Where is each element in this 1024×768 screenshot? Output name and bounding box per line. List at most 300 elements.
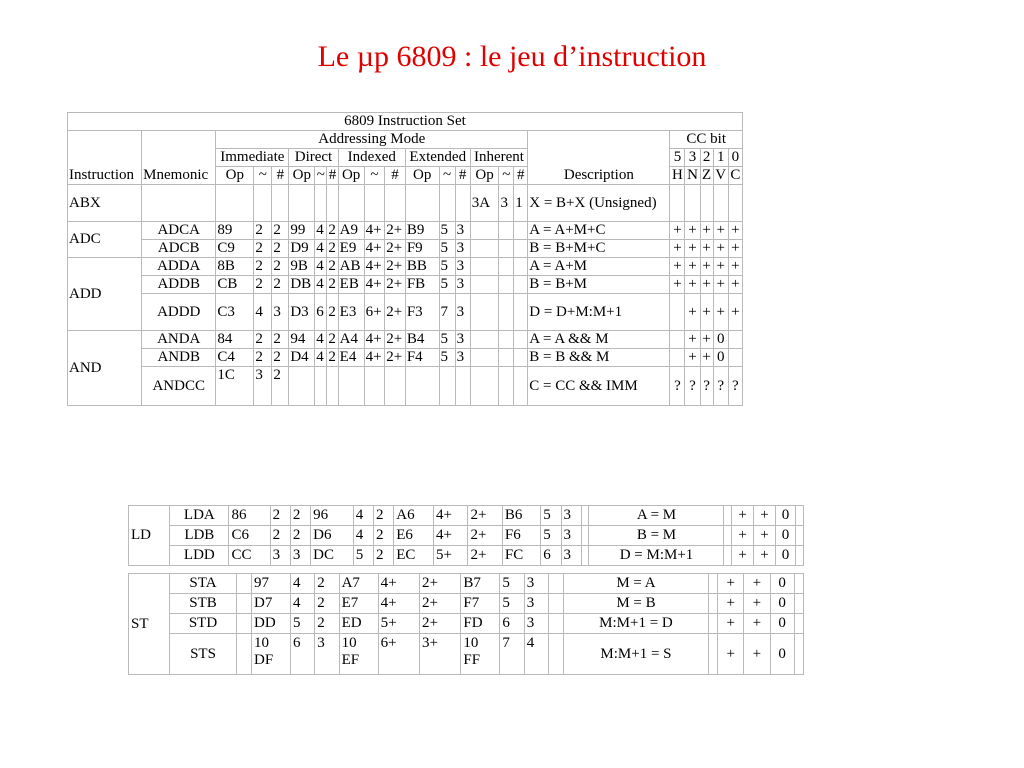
cc-n: + xyxy=(685,331,699,348)
cc-c xyxy=(729,349,742,366)
inherent-bytes: 1 xyxy=(514,185,527,221)
cell xyxy=(471,276,499,293)
indexed-bytes: 2+ xyxy=(385,258,405,275)
indexed-op: A9 xyxy=(339,222,364,239)
description-cell: M = B xyxy=(564,594,708,613)
cc-z: + xyxy=(702,240,711,256)
description-cell: A = M xyxy=(589,506,723,525)
indexed-op: E7 xyxy=(340,594,378,613)
cell xyxy=(385,185,405,221)
direct-op: 97 xyxy=(252,574,290,593)
header-row-1 xyxy=(68,131,742,148)
immediate-cycles: 2 xyxy=(254,276,271,293)
immediate-bytes: 3 xyxy=(272,294,288,330)
direct-bytes: 2 xyxy=(315,614,338,633)
extended-cycles: 5 xyxy=(440,276,455,293)
cc-cell xyxy=(796,546,803,565)
extended-cycles: 5 xyxy=(500,594,523,613)
instruction-cell: ABX xyxy=(68,185,141,221)
extended-op: F3 xyxy=(406,294,439,330)
cell xyxy=(237,634,251,674)
extended-bytes: 3 xyxy=(525,574,548,593)
cc-n: + xyxy=(718,634,743,674)
description-cell: C = CC && IMM xyxy=(528,367,669,405)
cc-n: + xyxy=(718,614,743,633)
description-cell: B = B+M xyxy=(528,276,669,293)
extended-cycles: 7 xyxy=(500,634,523,674)
extended-op: FD xyxy=(461,614,499,633)
extended-bytes: 3 xyxy=(456,276,470,293)
sub-tilde: ~ xyxy=(316,167,325,183)
indexed-op: 10 EF xyxy=(340,634,378,674)
cell xyxy=(471,349,499,366)
cc-n: + xyxy=(732,546,753,565)
mnemonic-cell: STD xyxy=(170,614,236,633)
direct-op: 9B xyxy=(289,258,314,275)
immediate-op: CC xyxy=(229,546,269,565)
cc-bit-5: 5 xyxy=(670,149,684,166)
cell xyxy=(582,546,589,565)
immediate-bytes: 2 xyxy=(272,258,288,275)
cell xyxy=(456,185,470,221)
indexed-op: A4 xyxy=(339,331,364,348)
indexed-cycles: 6+ xyxy=(379,634,419,674)
indexed-op: ED xyxy=(340,614,378,633)
sub-tilde: ~ xyxy=(499,167,513,184)
mnemonic-cell: ANDCC xyxy=(142,367,215,405)
immediate-op: CB xyxy=(216,276,253,293)
cc-c: ? xyxy=(729,367,742,405)
cell xyxy=(549,594,563,613)
cc-n: + xyxy=(685,294,699,330)
cc-bit-3: 3 xyxy=(685,149,699,166)
cell xyxy=(499,367,513,405)
indexed-op: E3 xyxy=(339,294,364,330)
cc-cell xyxy=(795,594,803,613)
direct-bytes: 2 xyxy=(315,594,338,613)
description-cell: X = B+X (Unsigned) xyxy=(528,185,669,221)
immediate-bytes: 2 xyxy=(272,331,288,348)
indexed-op: AB xyxy=(339,258,364,275)
table-row-stb xyxy=(129,594,803,613)
instruction-cell: ST xyxy=(129,574,169,674)
immediate-op: C6 xyxy=(229,526,269,545)
cc-flag-z: Z xyxy=(702,167,712,183)
sub-op: Op xyxy=(339,167,364,184)
extended-op: 10 FF xyxy=(461,634,499,674)
cc-h xyxy=(670,331,684,348)
extended-bytes: 3 xyxy=(525,614,548,633)
extended-cycles: 7 xyxy=(440,294,455,330)
indexed-bytes: 2+ xyxy=(385,331,405,348)
table-row-abx xyxy=(68,185,742,221)
table-row-lda xyxy=(129,506,803,525)
indexed-op: EC xyxy=(394,546,433,565)
cc-cell xyxy=(709,614,717,633)
cc-n: + xyxy=(685,349,699,366)
cc-cell xyxy=(724,506,731,525)
cc-c: + xyxy=(729,294,742,330)
cc-h: ? xyxy=(670,367,684,405)
st-table xyxy=(128,573,804,675)
header-cc-bit: CC bit xyxy=(670,131,742,148)
instruction-cell: ADD xyxy=(68,258,141,330)
cell xyxy=(327,185,337,221)
direct-cycles: 4 xyxy=(315,331,326,348)
indexed-bytes: 2+ xyxy=(420,614,460,633)
immediate-cycles: 2 xyxy=(271,506,290,525)
extended-bytes: 3 xyxy=(456,240,470,257)
description-cell: D = M:M+1 xyxy=(589,546,723,565)
sub-op: Op xyxy=(289,167,314,184)
header-description: Description xyxy=(528,131,669,184)
cc-cell xyxy=(796,506,803,525)
direct-bytes: 2 xyxy=(328,349,336,365)
sub-op: Op xyxy=(216,167,253,184)
direct-op: 99 xyxy=(289,222,314,239)
direct-bytes: 2 xyxy=(328,331,336,347)
cc-h xyxy=(670,349,684,366)
cell xyxy=(315,367,326,405)
cell xyxy=(254,185,271,221)
table-row-addd xyxy=(68,294,742,330)
cc-flag-h: H xyxy=(672,167,683,183)
indexed-cycles: 4+ xyxy=(365,276,385,293)
direct-cycles: 4 xyxy=(354,506,373,525)
direct-cycles: 4 xyxy=(315,240,326,257)
immediate-op: 1C xyxy=(216,367,253,405)
direct-op: D4 xyxy=(289,349,314,366)
cc-flag-n: N xyxy=(687,167,698,183)
extended-bytes: 3 xyxy=(456,222,470,239)
immediate-bytes: 2 xyxy=(291,506,310,525)
description-cell: M:M+1 = S xyxy=(564,634,708,674)
direct-cycles: 4 xyxy=(315,349,326,366)
description-cell: A = A+M xyxy=(528,258,669,275)
extended-cycles: 5 xyxy=(440,240,455,257)
direct-op: D7 xyxy=(252,594,290,613)
indexed-cycles: 5+ xyxy=(434,546,467,565)
indexed-cycles: 4+ xyxy=(365,331,385,348)
immediate-cycles: 2 xyxy=(254,349,271,366)
description-cell: M:M+1 = D xyxy=(564,614,708,633)
extended-cycles: 6 xyxy=(500,614,523,633)
direct-cycles: 4 xyxy=(315,276,326,293)
mnemonic-cell: ADCB xyxy=(142,240,215,257)
indexed-op: A7 xyxy=(340,574,378,593)
indexed-bytes: 2+ xyxy=(468,546,501,565)
mnemonic-cell: ADDD xyxy=(142,294,215,330)
cell xyxy=(471,258,499,275)
cc-cell xyxy=(709,574,717,593)
immediate-cycles: 3 xyxy=(254,367,271,405)
cell xyxy=(406,367,439,405)
cell xyxy=(549,634,563,674)
description-cell: B = M xyxy=(589,526,723,545)
mode-immediate: Immediate xyxy=(216,149,288,166)
direct-cycles: 6 xyxy=(315,294,326,330)
extended-bytes: 3 xyxy=(562,506,581,525)
cell xyxy=(499,294,513,330)
header-instruction: Instruction xyxy=(68,131,141,184)
cell xyxy=(499,222,513,239)
cell xyxy=(514,258,527,275)
cell xyxy=(549,614,563,633)
cc-n: ? xyxy=(685,367,699,405)
direct-cycles: 5 xyxy=(291,614,314,633)
cc-z: + xyxy=(744,594,769,613)
direct-op: 96 xyxy=(311,506,353,525)
description-cell: M = A xyxy=(564,574,708,593)
cc-h: + xyxy=(670,240,684,257)
inherent-op: 3A xyxy=(471,185,499,221)
extended-op: FC xyxy=(503,546,540,565)
mnemonic-cell xyxy=(142,185,215,221)
direct-cycles: 6 xyxy=(291,634,314,674)
sub-hash: # xyxy=(272,167,288,184)
description-cell: B = B+M+C xyxy=(528,240,669,257)
mnemonic-cell: ADDA xyxy=(142,258,215,275)
cell xyxy=(237,614,251,633)
cc-n: + xyxy=(732,526,753,545)
immediate-bytes: 2 xyxy=(272,240,288,257)
cell xyxy=(514,276,527,293)
header-mnemonic: Mnemonic xyxy=(142,131,215,184)
cell xyxy=(272,185,288,221)
table-row-ldb xyxy=(129,526,803,545)
immediate-op: C9 xyxy=(216,240,253,257)
cc-n: + xyxy=(685,276,699,293)
cell xyxy=(365,185,385,221)
table-row-andcc xyxy=(68,367,742,405)
indexed-bytes: 2+ xyxy=(420,574,460,593)
cell xyxy=(471,331,499,348)
cc-z: + xyxy=(754,506,775,525)
table-row-ldd xyxy=(129,546,803,565)
direct-bytes: 2 xyxy=(328,240,336,256)
cc-z: ? xyxy=(701,367,713,405)
mnemonic-cell: ADDB xyxy=(142,276,215,293)
cc-z: + xyxy=(754,526,775,545)
extended-bytes: 3 xyxy=(456,258,470,275)
immediate-cycles: 2 xyxy=(254,222,271,239)
cc-bit-2: 2 xyxy=(701,149,713,166)
cell xyxy=(471,367,499,405)
indexed-bytes: 2+ xyxy=(385,222,405,239)
mnemonic-cell: ADCA xyxy=(142,222,215,239)
indexed-op: E6 xyxy=(394,526,433,545)
caption-row xyxy=(68,113,742,130)
cell xyxy=(582,506,589,525)
mnemonic-cell: STS xyxy=(170,634,236,674)
cc-n: + xyxy=(685,240,699,257)
immediate-cycles: 4 xyxy=(254,294,271,330)
cell xyxy=(499,240,513,257)
indexed-cycles: 4+ xyxy=(434,526,467,545)
cc-v: 0 xyxy=(776,526,795,545)
cc-bit-0: 0 xyxy=(729,149,742,166)
extended-op: F6 xyxy=(503,526,540,545)
cc-n: + xyxy=(718,574,743,593)
immediate-op: 84 xyxy=(216,331,253,348)
cc-n: + xyxy=(718,594,743,613)
indexed-bytes: 2+ xyxy=(385,276,405,293)
cell xyxy=(514,367,527,405)
cc-z: + xyxy=(744,634,769,674)
immediate-bytes: 2 xyxy=(272,222,288,239)
extended-bytes: 3 xyxy=(525,594,548,613)
cell xyxy=(499,276,513,293)
immediate-bytes: 2 xyxy=(272,276,288,293)
direct-bytes: 2 xyxy=(374,526,393,545)
indexed-cycles: 4+ xyxy=(365,258,385,275)
indexed-bytes: 2+ xyxy=(420,594,460,613)
direct-bytes: 2 xyxy=(328,222,336,238)
cc-flag-v: V xyxy=(715,167,727,183)
cc-v: 0 xyxy=(771,594,794,613)
cc-h: + xyxy=(670,258,684,275)
direct-bytes: 2 xyxy=(374,506,393,525)
indexed-bytes: 2+ xyxy=(468,506,501,525)
extended-op: F7 xyxy=(461,594,499,613)
mnemonic-cell: STA xyxy=(170,574,236,593)
direct-op: 10 DF xyxy=(252,634,290,674)
mnemonic-cell: LDA xyxy=(170,506,228,525)
cc-v: 0 xyxy=(714,331,728,348)
extended-op: F4 xyxy=(406,349,439,366)
extended-bytes: 3 xyxy=(456,331,470,348)
cell xyxy=(514,294,527,330)
extended-cycles: 5 xyxy=(440,222,455,239)
sub-hash: # xyxy=(456,167,470,184)
table-row-anda xyxy=(68,331,742,348)
cell xyxy=(315,185,326,221)
direct-cycles: 4 xyxy=(291,574,314,593)
inherent-cycles: 3 xyxy=(499,185,513,221)
direct-bytes: 2 xyxy=(328,258,336,274)
immediate-bytes: 3 xyxy=(291,546,310,565)
cc-cell xyxy=(795,614,803,633)
cc-v: + xyxy=(714,240,728,257)
table-row-addb xyxy=(68,276,742,293)
cc-v: + xyxy=(714,294,728,330)
cc-z: + xyxy=(702,258,711,274)
table-row-std xyxy=(129,614,803,633)
mode-inherent: Inherent xyxy=(471,149,528,166)
mnemonic-cell: LDD xyxy=(170,546,228,565)
cell xyxy=(289,185,314,221)
table-row-andb xyxy=(68,349,742,366)
direct-bytes: 3 xyxy=(315,634,338,674)
cell xyxy=(339,367,364,405)
cell xyxy=(499,349,513,366)
direct-bytes: 2 xyxy=(328,276,336,292)
cell xyxy=(582,526,589,545)
direct-op: DC xyxy=(311,546,353,565)
direct-cycles: 4 xyxy=(315,222,326,239)
cc-v: 0 xyxy=(776,506,795,525)
indexed-cycles: 4+ xyxy=(365,240,385,257)
indexed-cycles: 5+ xyxy=(379,614,419,633)
table-row-sta xyxy=(129,574,803,593)
immediate-cycles: 3 xyxy=(271,546,290,565)
mode-extended: Extended xyxy=(406,149,470,166)
cc-n: + xyxy=(685,258,699,275)
extended-op: F9 xyxy=(406,240,439,257)
cc-v: 0 xyxy=(771,574,794,593)
sub-tilde: ~ xyxy=(254,167,271,184)
cc-cell xyxy=(709,634,717,674)
cc-c: + xyxy=(729,240,742,257)
cc-cell xyxy=(709,594,717,613)
cc-cell xyxy=(724,526,731,545)
cc-cell xyxy=(685,185,699,221)
cc-z: + xyxy=(702,331,711,347)
cc-v: + xyxy=(714,222,728,239)
cc-v: 0 xyxy=(776,546,795,565)
extended-op: B4 xyxy=(406,331,439,348)
direct-cycles: 4 xyxy=(354,526,373,545)
extended-op: FB xyxy=(406,276,439,293)
extended-bytes: 3 xyxy=(456,349,470,366)
cell xyxy=(499,331,513,348)
instruction-cell: ADC xyxy=(68,222,141,257)
cc-c xyxy=(729,331,742,348)
cell xyxy=(327,367,337,405)
table-caption: 6809 Instruction Set xyxy=(68,113,742,130)
description-cell: D = D+M:M+1 xyxy=(528,294,669,330)
extended-bytes: 3 xyxy=(562,526,581,545)
extended-cycles: 5 xyxy=(541,506,560,525)
immediate-bytes: 2 xyxy=(272,367,288,405)
immediate-op: 8B xyxy=(216,258,253,275)
indexed-bytes: 2+ xyxy=(468,526,501,545)
description-cell: B = B && M xyxy=(528,349,669,366)
direct-bytes: 2 xyxy=(315,574,338,593)
sub-hash: # xyxy=(328,167,337,183)
cc-n: + xyxy=(685,222,699,239)
cc-flag-c: C xyxy=(730,167,741,183)
sub-hash: # xyxy=(514,167,527,184)
cc-h: + xyxy=(670,276,684,293)
mode-indexed: Indexed xyxy=(339,149,405,166)
cell xyxy=(471,222,499,239)
direct-op: D9 xyxy=(289,240,314,257)
cc-cell xyxy=(795,574,803,593)
indexed-bytes: 2+ xyxy=(385,349,405,366)
direct-cycles: 4 xyxy=(291,594,314,613)
extended-cycles: 5 xyxy=(440,331,455,348)
cell xyxy=(499,258,513,275)
sub-tilde: ~ xyxy=(365,167,385,184)
cc-v: + xyxy=(714,258,728,275)
cc-z: + xyxy=(702,222,711,238)
immediate-op: 86 xyxy=(229,506,269,525)
cc-cell xyxy=(795,634,803,674)
immediate-bytes: 2 xyxy=(272,349,288,366)
mnemonic-cell: LDB xyxy=(170,526,228,545)
header-addressing-mode: Addressing Mode xyxy=(216,131,527,148)
cc-c: + xyxy=(729,222,742,239)
extended-op: B7 xyxy=(461,574,499,593)
indexed-op: A6 xyxy=(394,506,433,525)
cc-c: + xyxy=(729,258,742,275)
cc-cell xyxy=(714,185,728,221)
table-row-adda xyxy=(68,258,742,275)
immediate-op: C3 xyxy=(216,294,253,330)
direct-op: DB xyxy=(289,276,314,293)
indexed-cycles: 4+ xyxy=(434,506,467,525)
